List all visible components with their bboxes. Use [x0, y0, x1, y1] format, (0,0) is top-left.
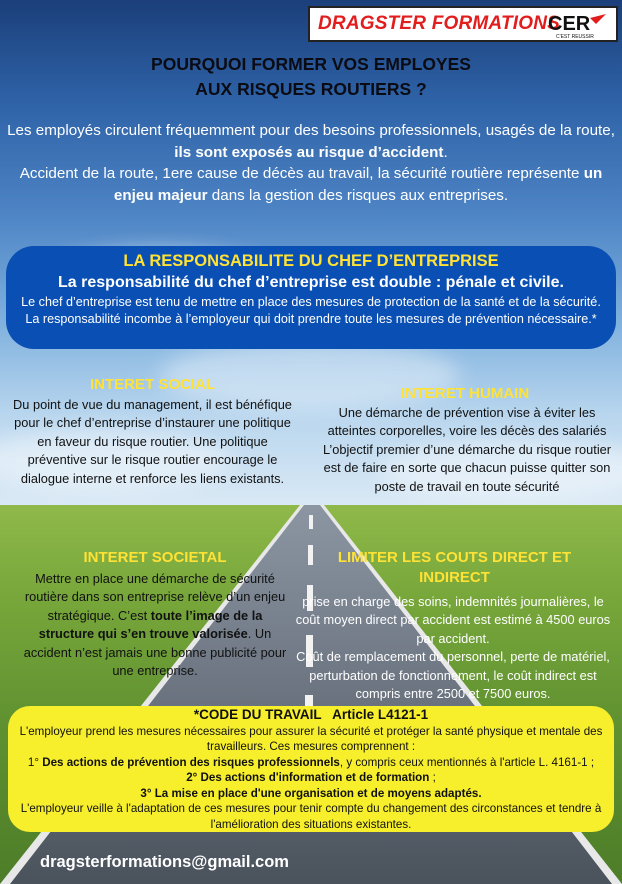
code-item-2: 2° Des actions d'information et de formation ; — [186, 771, 436, 785]
brand-name: DRAGSTER FORMATIONS — [318, 13, 560, 34]
intro-paragraph-1: Les employés circulent fréquemment pour des besoins professionnels, usagés de la route, ils sont exposés au risque d’accident. — [7, 122, 615, 161]
code-du-travail-panel — [8, 706, 614, 832]
interet-social-body: Du point de vue du management, il est bénéfique pour le chef d’entreprise d’instaurer une politique en faveur du risque routier. Une politique préventive sur le risque routier encourage le dialogue interne et renforce les liens existants. — [13, 397, 292, 486]
interet-humain-body-1: Une démarche de prévention vise à éviter les atteintes corporelles, voire les décès des salariés — [327, 405, 607, 439]
interet-humain-body-2: L’objectif premier d’une démarche du risque routier est de faire en sorte que chacun puisse quitter son poste de travail en toute sécurité — [322, 441, 612, 494]
limiter-couts-body-1: prise en charge des soins, indemnités journalières, le coût moyen direct par accident est estimé à 4500 euros par accident. — [295, 594, 611, 646]
code-title: *CODE DU TRAVAIL Article L4121-1 — [193, 707, 429, 722]
title-line-1: POURQUOI FORMER VOS EMPLOYES — [151, 54, 471, 74]
intro-text — [0, 120, 622, 206]
limiter-couts-title: LIMITER LES COUTS DIRECT ET INDIRECT — [337, 549, 572, 586]
page-title — [0, 52, 622, 102]
responsabilite-subtitle: La responsabilité du chef d’entreprise est double : pénale et civile. — [58, 274, 564, 291]
cer-logo-mark — [546, 10, 608, 40]
code-item-3: 3° La mise en place d'une organisation et de moyens adaptés. — [140, 786, 482, 800]
intro-paragraph-2: Accident de la route, 1ere cause de décès au travail, la sécurité routière représente un enjeu majeur dans la gestion des risques aux entreprises. — [19, 165, 603, 204]
responsabilite-body: Le chef d’entreprise est tenu de mettre en place des mesures de protection de la santé et de la sécurité. La responsabilité incombe à l’employeur qui doit prendre toute les mesures de prévention nécessaire.* — [21, 295, 601, 326]
brand-mark: CER — [548, 13, 591, 35]
contact-email[interactable]: dragsterformations@gmail.com — [40, 853, 289, 871]
responsabilite-title: LA RESPONSABILITE DU CHEF D’ENTREPRISE — [123, 252, 499, 270]
code-outro: L'employeur veille à l'adaptation de ces mesures pour tenir compte du changement des circonstances et tendre à l'amélioration des situations existantes. — [20, 802, 602, 832]
code-intro: L'employeur prend les mesures nécessaires pour assurer la sécurité et protéger la santé physique et mentale des travailleurs. Ces mesures comprennent : — [19, 724, 603, 754]
interet-social-title: INTERET SOCIAL — [89, 376, 215, 393]
brand-tagline: C'EST REUSSIR — [556, 34, 594, 40]
interet-humain-body — [322, 404, 612, 496]
brand-logo — [308, 6, 618, 42]
limiter-couts-body-2: Coût de remplacement du personnel, perte de matériel, perturbation de fonctionnement, le coût indirect est compris entre 2500 et 7500 euros. — [296, 649, 610, 702]
responsabilite-panel — [6, 246, 616, 349]
limiter-couts-body — [292, 593, 614, 703]
interet-humain-title: INTERET HUMAIN — [400, 385, 530, 402]
code-item-1: 1° Des actions de prévention des risques professionnels, y compris ceux mentionnés à l'article L. 4161-1 ; — [27, 755, 595, 769]
interet-societal-title: INTERET SOCIETAL — [83, 549, 227, 566]
title-line-2: AUX RISQUES ROUTIERS ? — [195, 79, 427, 99]
interet-societal-body: Mettre en place une démarche de sécurité routière dans son entreprise relève d’un enjeu stratégique. C’est toute l’image de la structure qui s’en trouve valorisée. Un accident n’est jamais une bonne publicité pour une entreprise. — [23, 571, 287, 679]
